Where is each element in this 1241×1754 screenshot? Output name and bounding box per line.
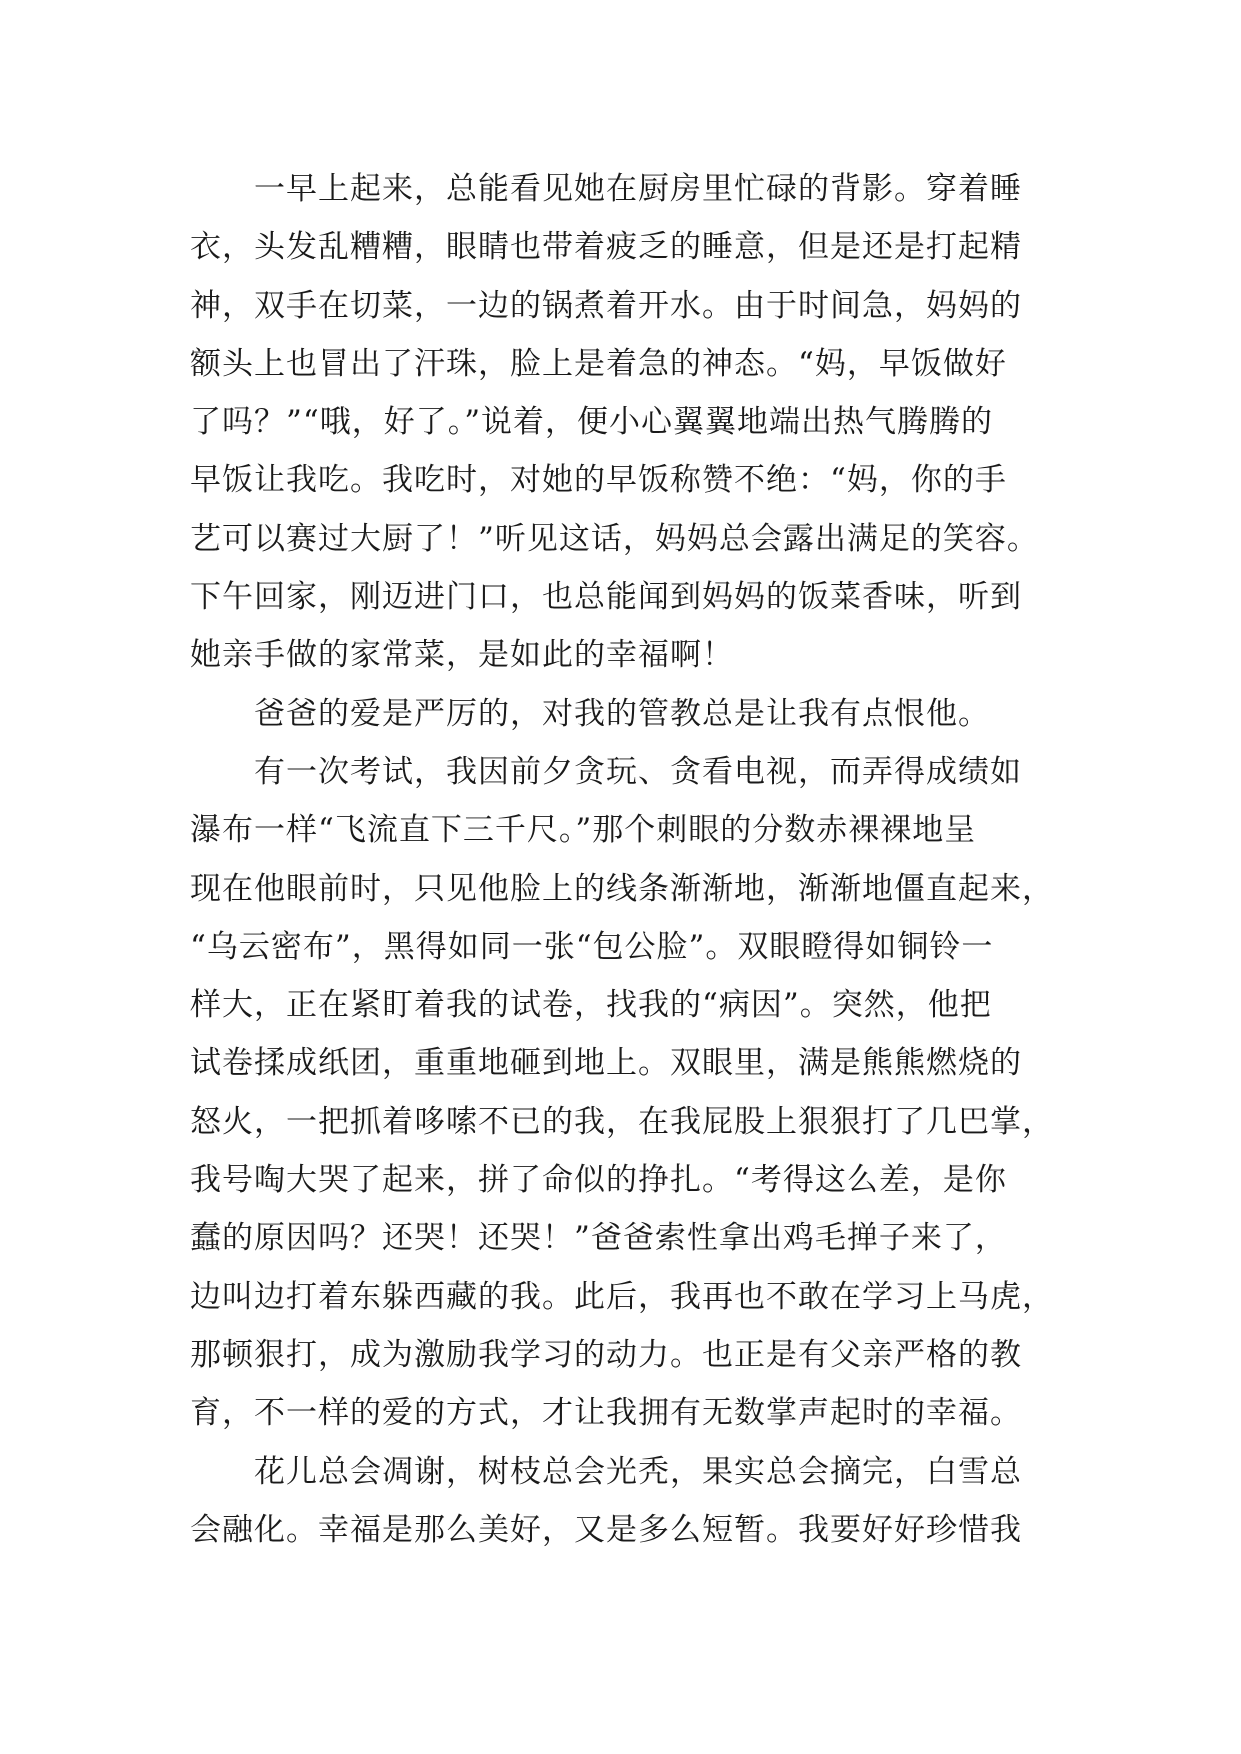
text-line: 现在他眼前时，只见他脸上的线条渐渐地，渐渐地僵直起来， xyxy=(190,870,1054,907)
text-line: 瀑布一样“飞流直下三千尺。”那个刺眼的分数赤裸裸地呈 xyxy=(190,812,977,849)
text-line: 蠢的原因吗？还哭！还哭！”爸爸索性拿出鸡毛掸子来了， xyxy=(190,1220,1007,1257)
text-line: 她亲手做的家常菜，是如此的幸福啊！ xyxy=(190,637,734,674)
text-line: 育，不一样的爱的方式，才让我拥有无数掌声起时的幸福。 xyxy=(190,1395,1022,1432)
text-line: 怒火，一把抓着哆嗦不已的我，在我屁股上狠狠打了几巴掌， xyxy=(190,1103,1054,1140)
text-line: 早饭让我吃。我吃时，对她的早饭称赞不绝：“妈，你的手 xyxy=(190,462,1007,499)
text-line: 有一次考试，我因前夕贪玩、贪看电视，而弄得成绩如 xyxy=(254,753,1022,790)
text-line: “乌云密布”，黑得如同一张“包公脸”。双眼瞪得如铜铃一 xyxy=(190,928,994,965)
text-line: 样大，正在紧盯着我的试卷，找我的“病因”。突然，他把 xyxy=(190,987,992,1024)
text-line: 一早上起来，总能看见她在厨房里忙碌的背影。穿着睡 xyxy=(254,171,1022,207)
text-line: 我号啕大哭了起来，拼了命似的挣扎。“考得这么差，是你 xyxy=(190,1162,1007,1199)
text-line: 那顿狠打，成为激励我学习的动力。也正是有父亲严格的教 xyxy=(190,1336,1022,1373)
text-line: 试卷揉成纸团，重重地砸到地上。双眼里，满是熊熊燃烧的 xyxy=(190,1045,1022,1082)
text-line: 艺可以赛过大厨了！”听见这话，妈妈总会露出满足的笑容。 xyxy=(190,520,1039,557)
text-line: 边叫边打着东躲西藏的我。此后，我再也不敢在学习上马虎， xyxy=(190,1278,1054,1315)
text-line: 神，双手在切菜，一边的锅煮着开水。由于时间急，妈妈的 xyxy=(190,287,1022,324)
text-line: 花儿总会凋谢，树枝总会光秃，果实总会摘完，白雪总 xyxy=(254,1453,1022,1490)
text-line: 额头上也冒出了汗珠，脸上是着急的神态。“妈，早饭做好 xyxy=(190,345,1007,382)
text-line: 衣，头发乱糟糟，眼睛也带着疲乏的睡意，但是还是打起精 xyxy=(190,229,1022,266)
text-line: 了吗？”“哦，好了。”说着，便小心翼翼地端出热气腾腾的 xyxy=(190,404,994,441)
text-line: 爸爸的爱是严厉的，对我的管教总是让我有点恨他。 xyxy=(254,695,990,732)
essay-text xyxy=(190,160,1054,1559)
text-line: 下午回家，刚迈进门口，也总能闻到妈妈的饭菜香味，听到 xyxy=(190,579,1022,616)
text-line: 会融化。幸福是那么美好，又是多么短暂。我要好好珍惜我 xyxy=(190,1511,1022,1548)
